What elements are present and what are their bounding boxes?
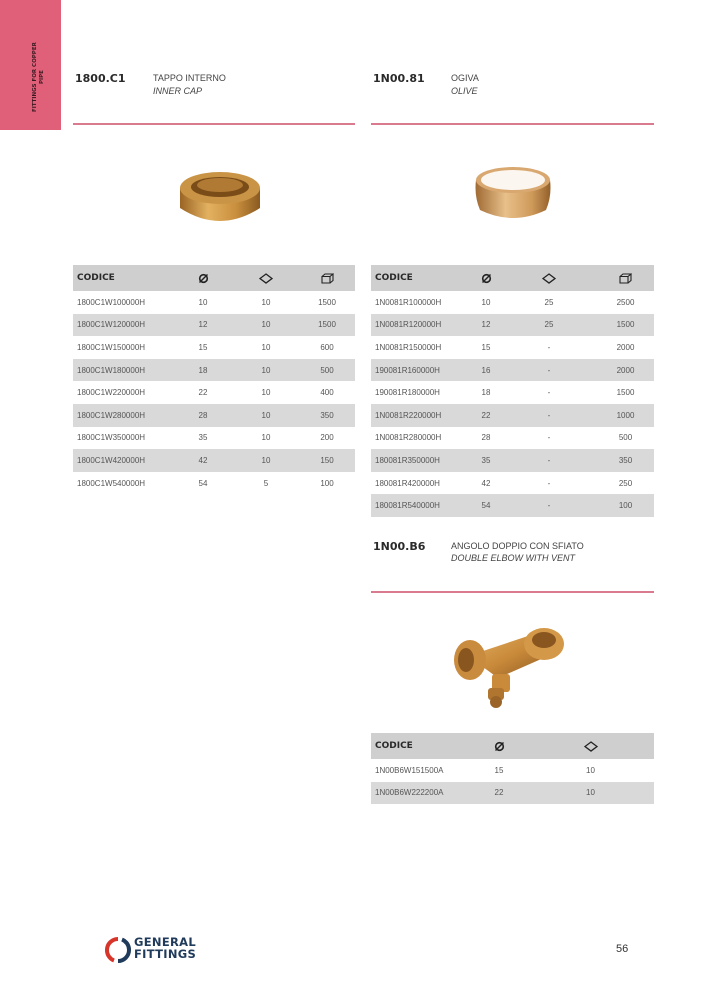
cell-box: 1500 <box>299 314 355 337</box>
cell-diameter: 12 <box>471 314 501 337</box>
diameter-icon <box>481 273 492 284</box>
cell-code: 190081R160000H <box>371 359 471 382</box>
table-row <box>371 782 654 805</box>
cell-code: 1N0081R150000H <box>375 342 442 352</box>
cell-diameter: 35 <box>471 449 501 472</box>
cell-package: - <box>501 449 597 472</box>
cell-package: 25 <box>544 297 554 307</box>
cell-package: 10 <box>233 314 299 337</box>
cell-package: 10 <box>586 765 595 775</box>
section-divider <box>371 123 654 125</box>
product-code: 1N00.81 <box>373 72 425 85</box>
column-header-code: CODICE <box>371 265 471 291</box>
cell-code: 180081R420000H <box>375 478 440 488</box>
column-header-diameter <box>471 265 501 291</box>
table-row <box>371 291 654 314</box>
cell-code: 1800C1W100000H <box>77 297 146 307</box>
product-name-it: OGIVA <box>451 73 479 83</box>
table-row <box>371 472 654 495</box>
cell-box: 100 <box>320 478 334 488</box>
diameter-icon <box>198 273 209 284</box>
package-icon <box>542 273 556 284</box>
cell-diameter: 54 <box>198 478 208 488</box>
cell-diameter: 28 <box>481 433 491 443</box>
cell-code: 180081R540000H <box>371 494 471 517</box>
table-row <box>73 427 355 450</box>
cell-package: - <box>501 494 597 517</box>
cell-code: 1N0081R220000H <box>371 404 471 427</box>
cell-package: - <box>547 478 551 488</box>
cell-diameter: 15 <box>198 342 208 352</box>
cell-code: 1800C1W420000H <box>73 449 173 472</box>
column-header-diameter <box>173 265 233 291</box>
cell-diameter: 16 <box>471 359 501 382</box>
product-name-it: ANGOLO DOPPIO CON SFIATO <box>451 541 584 551</box>
cell-diameter: 15 <box>481 342 491 352</box>
cell-diameter: 42 <box>173 449 233 472</box>
cell-diameter: 15 <box>494 765 504 775</box>
cell-package: 10 <box>233 404 299 427</box>
side-tab-label: FITTINGS FOR COPPER PIPE <box>32 42 45 112</box>
cell-code: 1800C1W540000H <box>77 478 146 488</box>
cell-code: 1N0081R120000H <box>371 314 471 337</box>
table-row <box>371 427 654 450</box>
section-divider <box>73 123 355 125</box>
side-tab <box>0 0 61 130</box>
cell-package: 10 <box>233 359 299 382</box>
cell-diameter: 35 <box>198 433 208 443</box>
package-icon <box>584 741 598 752</box>
cell-box: 200 <box>320 433 334 443</box>
cell-code: 1800C1W150000H <box>77 342 146 352</box>
spec-table <box>371 265 654 517</box>
column-header-package <box>527 733 654 759</box>
column-header-box <box>597 265 654 291</box>
box-icon <box>321 273 334 284</box>
cell-package: - <box>501 404 597 427</box>
inner-cap-image <box>170 158 270 236</box>
cell-code: 190081R180000H <box>375 388 440 398</box>
cell-diameter: 18 <box>173 359 233 382</box>
table-row <box>371 404 654 427</box>
table-row <box>73 472 355 495</box>
cell-box: 350 <box>597 449 654 472</box>
cell-package: - <box>547 342 551 352</box>
cell-package: 25 <box>501 314 597 337</box>
table-row <box>73 381 355 404</box>
cell-code: 1800C1W180000H <box>73 359 173 382</box>
cell-box: 1000 <box>597 404 654 427</box>
cell-package: 5 <box>263 478 269 488</box>
logo-text <box>134 936 196 960</box>
product-name-en: INNER CAP <box>153 86 203 96</box>
table-row <box>371 449 654 472</box>
logo-line-1: GENERAL <box>134 935 196 949</box>
column-header-box <box>299 265 355 291</box>
table-row <box>73 336 355 359</box>
cell-box: 250 <box>618 478 633 488</box>
column-header-package <box>233 265 299 291</box>
cell-box: 2000 <box>597 359 654 382</box>
cell-package: - <box>547 388 551 398</box>
table-row <box>371 494 654 517</box>
cell-box: 600 <box>320 342 334 352</box>
cell-box: 1500 <box>616 388 635 398</box>
cell-box: 100 <box>597 494 654 517</box>
cell-code: 1N00B6W222200A <box>371 782 471 805</box>
olive-image <box>470 160 556 230</box>
cell-package: 10 <box>261 388 271 398</box>
table-row <box>371 759 654 782</box>
cell-box: 2000 <box>616 342 635 352</box>
column-header-code: CODICE <box>371 733 471 759</box>
cell-box: 150 <box>299 449 355 472</box>
cell-box: 500 <box>618 433 633 443</box>
table-row <box>371 336 654 359</box>
table-row <box>371 381 654 404</box>
cell-diameter: 22 <box>198 388 208 398</box>
logo-mark-icon <box>104 936 132 964</box>
cell-box: 500 <box>299 359 355 382</box>
cell-diameter: 18 <box>481 388 491 398</box>
cell-diameter: 12 <box>173 314 233 337</box>
package-icon <box>259 273 273 284</box>
cell-diameter: 10 <box>198 297 208 307</box>
cell-code: 1800C1W280000H <box>73 404 173 427</box>
cell-diameter: 22 <box>471 404 501 427</box>
table-row <box>371 314 654 337</box>
table-row <box>73 314 355 337</box>
cell-package: 10 <box>261 433 271 443</box>
product-name-en: DOUBLE ELBOW WITH VENT <box>451 553 576 563</box>
table-row <box>73 291 355 314</box>
table-row <box>73 359 355 382</box>
table-row <box>371 359 654 382</box>
cell-box: 1500 <box>597 314 654 337</box>
cell-code: 1N00B6W151500A <box>375 765 444 775</box>
cell-box: 350 <box>299 404 355 427</box>
cell-diameter: 10 <box>481 297 491 307</box>
cell-code: 1800C1W120000H <box>73 314 173 337</box>
cell-code: 1N0081R100000H <box>375 297 442 307</box>
column-header-diameter <box>471 733 527 759</box>
double-elbow-image <box>448 616 578 716</box>
column-header-package <box>501 265 597 291</box>
cell-code: 180081R350000H <box>371 449 471 472</box>
company-logo <box>104 934 214 966</box>
cell-diameter: 42 <box>481 478 491 488</box>
spec-table <box>73 265 355 494</box>
product-name-en: OLIVE <box>451 86 478 96</box>
table-row <box>73 404 355 427</box>
product-code: 1800.C1 <box>75 72 126 85</box>
cell-code: 1N0081R280000H <box>375 433 442 443</box>
cell-diameter: 28 <box>173 404 233 427</box>
cell-diameter: 54 <box>471 494 501 517</box>
cell-package: 10 <box>261 342 271 352</box>
cell-box: 400 <box>320 388 334 398</box>
product-code: 1N00.B6 <box>373 540 426 553</box>
cell-diameter: 22 <box>471 782 527 805</box>
column-header-code: CODICE <box>73 265 173 291</box>
spec-table <box>371 733 654 804</box>
section-divider <box>371 591 654 593</box>
page-number: 56 <box>616 943 629 955</box>
cell-package: - <box>501 359 597 382</box>
cell-box: 2500 <box>616 297 635 307</box>
product-name-it: TAPPO INTERNO <box>153 73 226 83</box>
cell-code: 1800C1W220000H <box>77 388 146 398</box>
cell-package: 10 <box>261 297 271 307</box>
cell-code: 1800C1W350000H <box>77 433 146 443</box>
box-icon <box>619 273 632 284</box>
cell-box: 1500 <box>318 297 336 307</box>
cell-package: 10 <box>233 449 299 472</box>
diameter-icon <box>494 741 505 752</box>
cell-package: - <box>547 433 551 443</box>
table-row <box>73 449 355 472</box>
cell-package: 10 <box>527 782 654 805</box>
logo-line-2: FITTINGS <box>134 947 197 961</box>
